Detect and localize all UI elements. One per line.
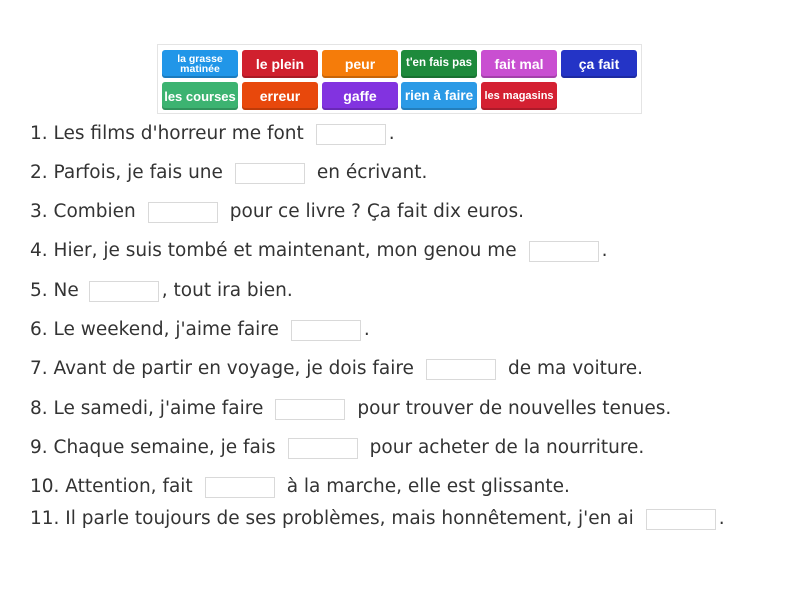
sentence-text: 1. Les films d'horreur me font [30,123,304,144]
sentence-text: 9. Chaque semaine, je fais [30,437,276,458]
answer-blank[interactable] [316,124,386,145]
sentence-text: en écrivant. [316,162,428,183]
sentence-6 [30,319,370,341]
sentence-text: . [388,123,395,144]
sentence-text: . [601,240,608,261]
sentence-7 [30,358,643,380]
sentence-2 [30,162,427,184]
sentence-1 [30,123,395,145]
sentence-text: 6. Le weekend, j'aime faire [30,319,279,340]
answer-blank[interactable] [148,202,218,223]
sentence-text: 4. Hier, je suis tombé et maintenant, mon genou me [30,240,517,261]
sentence-11 [30,508,725,530]
word-tile[interactable]: erreur [242,82,318,110]
sentence-8 [30,398,671,420]
word-tile[interactable]: gaffe [322,82,398,110]
answer-blank[interactable] [291,320,361,341]
answer-blank[interactable] [275,399,345,420]
sentence-10 [30,476,570,498]
answer-blank[interactable] [89,281,159,302]
word-tile[interactable]: les magasins [481,82,557,110]
sentence-text: 3. Combien [30,201,136,222]
sentence-text: 10. Attention, fait [30,476,193,497]
sentence-9 [30,437,644,459]
word-tile[interactable]: le plein [242,50,318,78]
word-tile[interactable]: t'en fais pas [401,50,477,78]
sentence-text: 8. Le samedi, j'aime faire [30,398,264,419]
sentence-text: 2. Parfois, je fais une [30,162,223,183]
sentence-text: . [363,319,370,340]
sentence-4 [30,240,608,262]
word-tile[interactable]: fait mal [481,50,557,78]
answer-blank[interactable] [205,477,275,498]
word-tile[interactable]: ça fait [561,50,637,78]
sentence-text: , tout ira bien. [161,280,293,301]
sentence-text: 11. Il parle toujours de ses problèmes, mais honnêtement, j'en ai [30,508,634,529]
sentence-5 [30,280,293,302]
answer-blank[interactable] [529,241,599,262]
answer-blank[interactable] [426,359,496,380]
sentence-text: pour trouver de nouvelles tenues. [357,398,672,419]
word-tile[interactable]: la grasse matinée [162,50,238,78]
sentence-text: 5. Ne [30,280,79,301]
sentence-text: pour acheter de la nourriture. [369,437,645,458]
word-tile[interactable]: les courses [162,82,238,110]
sentence-text: . [718,508,725,529]
word-tile[interactable]: peur [322,50,398,78]
answer-blank[interactable] [646,509,716,530]
sentence-text: 7. Avant de partir en voyage, je dois faire [30,358,414,379]
sentence-3 [30,201,524,223]
sentence-text: de ma voiture. [507,358,644,379]
sentence-text: à la marche, elle est glissante. [286,476,570,497]
word-tile[interactable]: rien à faire [401,82,477,110]
sentence-text: pour ce livre ? Ça fait dix euros. [229,201,524,222]
answer-blank[interactable] [235,163,305,184]
answer-blank[interactable] [288,438,358,459]
word-bank [157,44,642,114]
